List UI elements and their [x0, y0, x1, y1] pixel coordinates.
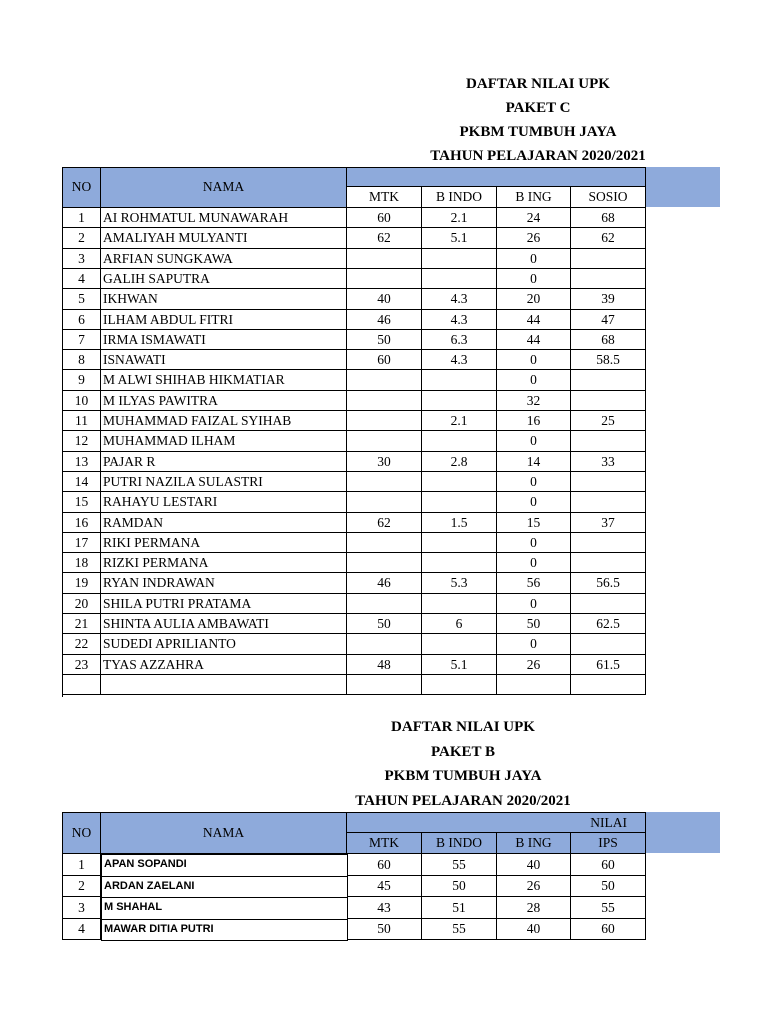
cell-mtk: 43: [347, 897, 422, 919]
cell-no: 21: [63, 614, 101, 634]
student-name: TYAS AZZAHRA: [101, 655, 347, 675]
paket-b-header-bar: [645, 812, 720, 853]
cell-bindo: [422, 472, 497, 492]
cell-mtk: 60: [347, 854, 422, 876]
cell-no: 2: [63, 876, 101, 897]
cell-sosio: 61.5: [571, 655, 646, 675]
cell-sosio: [571, 391, 646, 411]
cell-bing: 0: [497, 492, 571, 513]
cell-bing: 40: [497, 854, 571, 876]
cell-sosio: [571, 594, 646, 614]
cell-bing: [497, 675, 571, 695]
cell-mtk: [347, 533, 422, 553]
cell-no: 12: [63, 431, 101, 452]
cell-no: 3: [63, 897, 101, 919]
cell-mtk: 50: [347, 614, 422, 634]
cell-bindo: [422, 634, 497, 655]
cell-bing: 0: [497, 594, 571, 614]
cell-no: 13: [63, 452, 101, 472]
cell-bindo: 55: [422, 919, 497, 940]
cell-no: 5: [63, 289, 101, 310]
student-name: APAN SOPANDI: [101, 854, 348, 877]
paket-c-title-block: [360, 72, 648, 168]
cell-bindo: 6: [422, 614, 497, 634]
cell-mtk: [347, 370, 422, 391]
paket-c-table: [62, 167, 646, 697]
student-name: MUHAMMAD ILHAM: [101, 431, 347, 452]
cell-bindo: 6.3: [422, 330, 497, 350]
cell-bing: 0: [497, 431, 571, 452]
cell-no: 18: [63, 553, 101, 573]
cell-no: 10: [63, 391, 101, 411]
cell-no: 1: [63, 854, 101, 876]
paket-b-title-line-3: PKBM TUMBUH JAYA: [384, 768, 542, 784]
paket-c-title-line-1: DAFTAR NILAI UPK: [466, 76, 610, 92]
column-header-bing: B ING: [497, 833, 571, 854]
cell-sosio: 33: [571, 452, 646, 472]
cell-ips: 60: [571, 854, 646, 876]
cell-bing: 0: [497, 370, 571, 391]
cell-sosio: 39: [571, 289, 646, 310]
cell-mtk: 48: [347, 655, 422, 675]
column-header-mtk: MTK: [347, 187, 422, 208]
column-header-mtk: MTK: [347, 833, 422, 854]
student-name: GALIH SAPUTRA: [101, 269, 347, 289]
cell-bing: 16: [497, 411, 571, 431]
cell-no: 2: [63, 228, 101, 249]
cell-no: 4: [63, 919, 101, 940]
cell-no: 19: [63, 573, 101, 594]
student-name: PAJAR R: [101, 452, 347, 472]
column-header-bindo: B INDO: [422, 187, 497, 208]
cell-sosio: 68: [571, 208, 646, 228]
cell-mtk: 62: [347, 513, 422, 533]
cell-mtk: [347, 269, 422, 289]
student-name: SHINTA AULIA AMBAWATI: [101, 614, 347, 634]
student-name: RAMDAN: [101, 513, 347, 533]
student-name: ISNAWATI: [101, 350, 347, 370]
cell-bindo: [422, 391, 497, 411]
cell-bing: 32: [497, 391, 571, 411]
cell-mtk: [347, 675, 422, 695]
cell-sosio: [571, 492, 646, 513]
cell-bindo: 4.3: [422, 350, 497, 370]
cell-no: 11: [63, 411, 101, 431]
cell-bing: 56: [497, 573, 571, 594]
cell-bindo: 50: [422, 876, 497, 897]
cell-ips: 55: [571, 897, 646, 919]
cell-mtk: 60: [347, 350, 422, 370]
cell-sosio: [571, 269, 646, 289]
cell-bindo: 5.1: [422, 655, 497, 675]
paket-c-title-line-3: PKBM TUMBUH JAYA: [459, 124, 617, 140]
cell-bindo: 55: [422, 854, 497, 876]
student-name: ILHAM ABDUL FITRI: [101, 310, 347, 330]
column-header-bing: B ING: [497, 187, 571, 208]
cell-bindo: [422, 431, 497, 452]
cell-mtk: 30: [347, 452, 422, 472]
cell-sosio: [571, 533, 646, 553]
student-name: MAWAR DITIA PUTRI: [101, 919, 348, 941]
cell-mtk: [347, 411, 422, 431]
cell-no: 1: [63, 208, 101, 228]
cell-bing: 20: [497, 289, 571, 310]
student-name: [101, 675, 347, 695]
cell-mtk: 46: [347, 573, 422, 594]
cell-mtk: 50: [347, 330, 422, 350]
cell-bindo: 2.8: [422, 452, 497, 472]
cell-bing: 0: [497, 249, 571, 269]
cell-bing: 0: [497, 533, 571, 553]
cell-bing: 0: [497, 350, 571, 370]
cell-bing: 14: [497, 452, 571, 472]
cell-mtk: [347, 472, 422, 492]
student-name: AI ROHMATUL MUNAWARAH: [101, 208, 347, 228]
cell-bindo: 5.1: [422, 228, 497, 249]
cell-bindo: [422, 675, 497, 695]
cell-mtk: [347, 594, 422, 614]
column-header-nilai: NILAI: [347, 813, 646, 833]
student-name: ARDAN ZAELANI: [101, 876, 348, 898]
paket-b-table: [62, 812, 646, 940]
cell-bindo: [422, 370, 497, 391]
cell-bindo: [422, 269, 497, 289]
cell-mtk: 50: [347, 919, 422, 940]
cell-mtk: [347, 492, 422, 513]
cell-bindo: 4.3: [422, 289, 497, 310]
cell-bing: 26: [497, 228, 571, 249]
column-header-no: NO: [63, 813, 101, 854]
cell-bindo: 4.3: [422, 310, 497, 330]
student-name: M SHAHAL: [101, 897, 348, 920]
paket-c-title-line-4: TAHUN PELAJARAN 2020/2021: [430, 148, 646, 164]
cell-no: 8: [63, 350, 101, 370]
paket-c-title-line-2: PAKET C: [505, 100, 571, 116]
cell-mtk: 60: [347, 208, 422, 228]
column-header-sosio: SOSIO: [571, 187, 646, 208]
student-name: M ALWI SHIHAB HIKMATIAR: [101, 370, 347, 391]
cell-bing: 28: [497, 897, 571, 919]
cell-bindo: 2.1: [422, 208, 497, 228]
cell-no: 14: [63, 472, 101, 492]
student-name: AMALIYAH MULYANTI: [101, 228, 347, 249]
cell-bing: 44: [497, 310, 571, 330]
paket-c-header-bar: [645, 167, 720, 207]
cell-bindo: 2.1: [422, 411, 497, 431]
cell-no: [63, 675, 101, 695]
cell-bindo: 51: [422, 897, 497, 919]
cell-sosio: [571, 431, 646, 452]
cell-no: 3: [63, 249, 101, 269]
paket-b-title-line-1: DAFTAR NILAI UPK: [391, 719, 535, 735]
paket-b-title-line-4: TAHUN PELAJARAN 2020/2021: [355, 792, 571, 809]
student-name: ARFIAN SUNGKAWA: [101, 249, 347, 269]
cell-no: 16: [63, 513, 101, 533]
cell-mtk: 45: [347, 876, 422, 897]
cell-sosio: [571, 553, 646, 573]
cell-mtk: 62: [347, 228, 422, 249]
cell-mtk: [347, 553, 422, 573]
cell-bing: 44: [497, 330, 571, 350]
cell-bindo: [422, 492, 497, 513]
student-name: RAHAYU LESTARI: [101, 492, 347, 513]
cell-bindo: 5.3: [422, 573, 497, 594]
cell-bing: 50: [497, 614, 571, 634]
cell-sosio: 62.5: [571, 614, 646, 634]
cell-sosio: 25: [571, 411, 646, 431]
cell-ips: 50: [571, 876, 646, 897]
cell-mtk: [347, 249, 422, 269]
cell-sosio: 37: [571, 513, 646, 533]
cell-bindo: [422, 553, 497, 573]
cell-no: 6: [63, 310, 101, 330]
cell-bing: 15: [497, 513, 571, 533]
column-header-no: NO: [63, 168, 101, 208]
cell-sosio: [571, 249, 646, 269]
cell-bing: 0: [497, 553, 571, 573]
student-name: RIZKI PERMANA: [101, 553, 347, 573]
cell-mtk: [347, 391, 422, 411]
student-name: SUDEDI APRILIANTO: [101, 634, 347, 655]
student-name: RIKI PERMANA: [101, 533, 347, 553]
cell-sosio: 47: [571, 310, 646, 330]
column-header-group: [347, 168, 646, 187]
column-header-nama: NAMA: [101, 168, 347, 208]
paket-b-title-line-2: PAKET B: [430, 743, 496, 760]
cell-sosio: 58.5: [571, 350, 646, 370]
student-name: IRMA ISMAWATI: [101, 330, 347, 350]
paket-b-title: [285, 715, 641, 813]
cell-bing: 24: [497, 208, 571, 228]
cell-bindo: [422, 249, 497, 269]
cell-mtk: 40: [347, 289, 422, 310]
student-name: MUHAMMAD FAIZAL SYIHAB: [101, 411, 347, 431]
column-header-bindo: B INDO: [422, 833, 497, 854]
column-header-nama: NAMA: [101, 813, 347, 854]
cell-bing: 0: [497, 634, 571, 655]
cell-ips: 60: [571, 919, 646, 940]
cell-bing: 26: [497, 655, 571, 675]
cell-bing: 0: [497, 472, 571, 492]
cell-bindo: [422, 594, 497, 614]
cell-no: 23: [63, 655, 101, 675]
cell-sosio: 62: [571, 228, 646, 249]
cell-no: 22: [63, 634, 101, 655]
cell-sosio: 56.5: [571, 573, 646, 594]
student-name: PUTRI NAZILA SULASTRI: [101, 472, 347, 492]
cell-mtk: 46: [347, 310, 422, 330]
cell-bindo: 1.5: [422, 513, 497, 533]
column-header-ips: IPS: [571, 833, 646, 854]
cell-sosio: [571, 370, 646, 391]
cell-no: 4: [63, 269, 101, 289]
cell-mtk: [347, 634, 422, 655]
cell-sosio: [571, 634, 646, 655]
cell-sosio: 68: [571, 330, 646, 350]
cell-no: 7: [63, 330, 101, 350]
cell-sosio: [571, 472, 646, 492]
cell-bing: 40: [497, 919, 571, 940]
cell-no: 20: [63, 594, 101, 614]
cell-no: 17: [63, 533, 101, 553]
cell-bing: 0: [497, 269, 571, 289]
student-name: RYAN INDRAWAN: [101, 573, 347, 594]
cell-bindo: [422, 533, 497, 553]
cell-no: 15: [63, 492, 101, 513]
cell-sosio: [571, 675, 646, 695]
cell-bing: 26: [497, 876, 571, 897]
cell-mtk: [347, 431, 422, 452]
student-name: SHILA PUTRI PRATAMA: [101, 594, 347, 614]
student-name: IKHWAN: [101, 289, 347, 310]
cell-no: 9: [63, 370, 101, 391]
student-name: M ILYAS PAWITRA: [101, 391, 347, 411]
paket-c-title: [360, 72, 648, 168]
